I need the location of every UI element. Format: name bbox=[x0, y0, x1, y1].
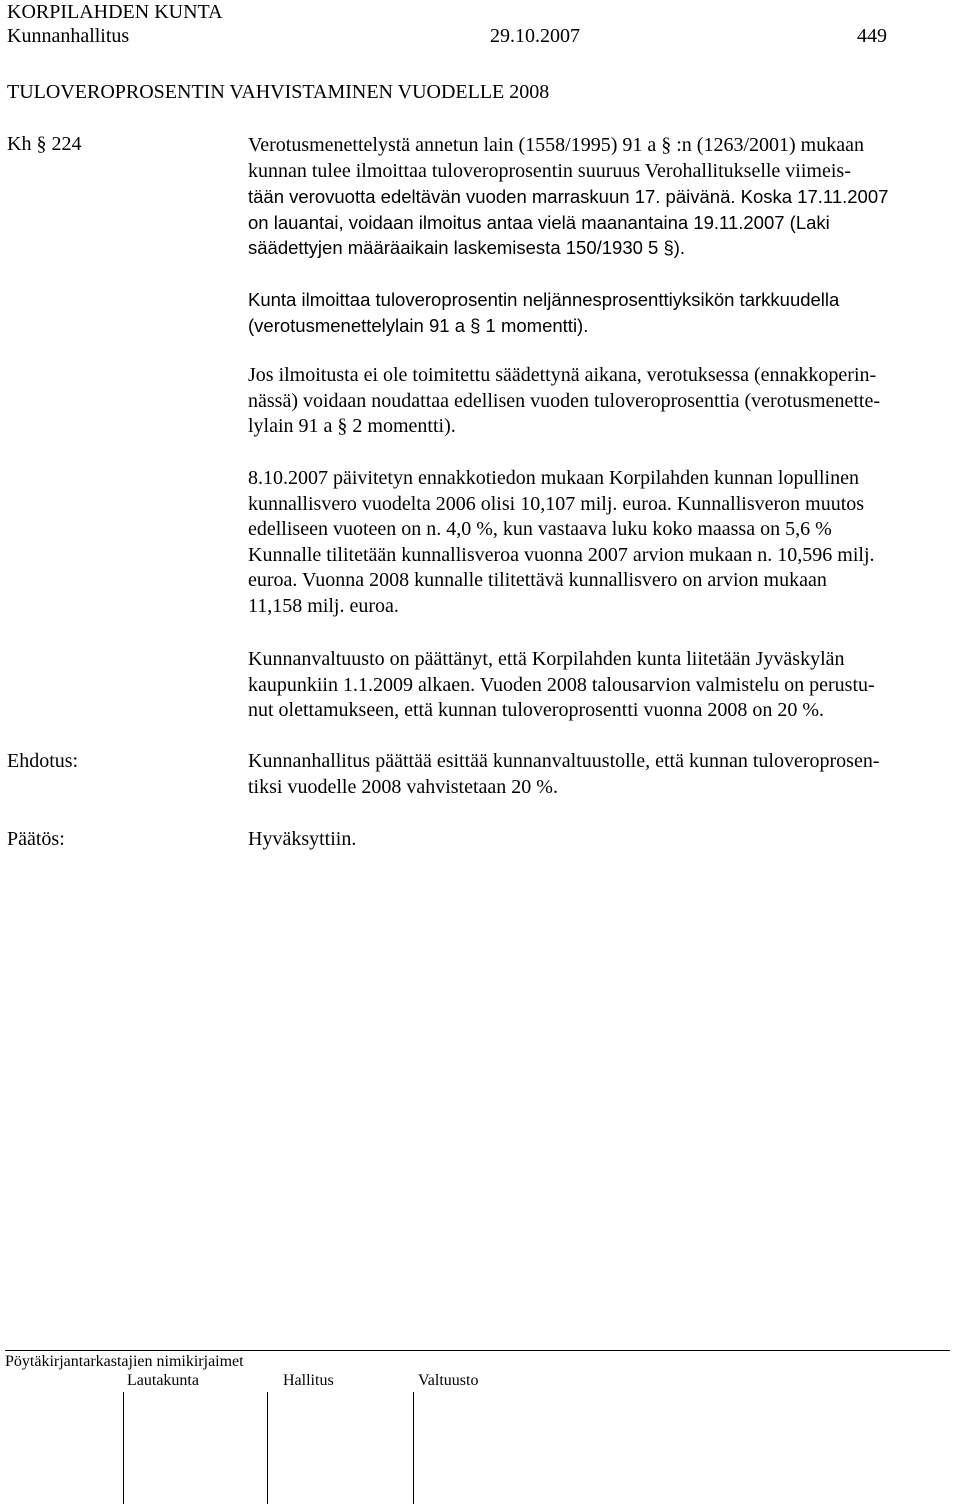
section-label: Kh § 224 bbox=[7, 133, 82, 155]
paragraph-merger bbox=[248, 647, 953, 724]
footer-column-lautakunta: Lautakunta bbox=[127, 1372, 199, 1389]
paragraph-late-notice bbox=[248, 363, 953, 440]
proposal-label: Ehdotus: bbox=[7, 750, 79, 772]
text-line: Jos ilmoitusta ei ole toimitettu säädettynä aikana, verotuksessa (ennakkoperin- bbox=[248, 364, 877, 386]
text-line: Hyväksyttiin. bbox=[248, 828, 357, 850]
initials-box-divider bbox=[267, 1392, 268, 1504]
document-title: TULOVEROPROSENTIN VAHVISTAMINEN VUODELLE 2008 bbox=[7, 81, 550, 103]
text-line: Kunnanhallitus päättää esittää kunnanvaltuustolle, että kunnan tuloveroprosen- bbox=[248, 750, 880, 772]
text-line: kaupunkiin 1.1.2009 alkaen. Vuoden 2008 talousarvion valmistelu on perustu- bbox=[248, 673, 875, 696]
text-line: Kunnanvaltuusto on päättänyt, että Korpilahden kunta liitetään Jyväskylän bbox=[248, 648, 845, 670]
initials-box-divider bbox=[123, 1392, 124, 1504]
governing-body: Kunnanhallitus bbox=[7, 25, 130, 47]
text-line: säädettyjen määräaikain laskemisesta 150/1930 5 §). bbox=[248, 237, 686, 258]
proposal-text bbox=[248, 749, 953, 800]
meeting-date: 29.10.2007 bbox=[490, 25, 580, 47]
text-line: nut olettamukseen, että kunnan tuloveroprosentti vuonna 2008 on 20 %. bbox=[248, 699, 824, 721]
header-row bbox=[7, 24, 887, 50]
footer-column-hallitus: Hallitus bbox=[283, 1372, 334, 1389]
footer-column-valtuusto: Valtuusto bbox=[418, 1372, 479, 1389]
decision-text bbox=[248, 827, 953, 853]
text-line: tiksi vuodelle 2008 vahvistetaan 20 %. bbox=[248, 775, 558, 798]
text-line: Kunta ilmoittaa tuloveroprosentin neljännesprosenttiyksikön tarkkuudella bbox=[248, 289, 840, 310]
page-number: 449 bbox=[857, 25, 887, 47]
paragraph-tax-forecast bbox=[248, 466, 953, 619]
text-line: 8.10.2007 päivitetyn ennakkotiedon mukaan Korpilahden kunnan lopullinen bbox=[248, 467, 859, 489]
text-line: (verotusmenettelylain 91 a § 1 momentti). bbox=[248, 314, 589, 336]
text-line: on lauantai, voidaan ilmoitus antaa vielä maanantaina 19.11.2007 (Laki bbox=[248, 211, 830, 233]
paragraph-precision bbox=[248, 287, 953, 338]
text-line: kunnallisvero vuodelta 2006 olisi 10,107 milj. euroa. Kunnallisveron muutos bbox=[248, 492, 865, 515]
footer-initials-label: Pöytäkirjantarkastajien nimikirjaimet bbox=[5, 1353, 244, 1370]
text-line: Verotusmenettelystä annetun lain (1558/1995) 91 a § :n (1263/2001) mukaan bbox=[248, 134, 864, 156]
footer-divider bbox=[5, 1350, 950, 1351]
text-line: lylain 91 a § 2 momentti). bbox=[248, 415, 456, 437]
text-line: tään verovuotta edeltävän vuoden marraskuun 17. päivänä. Koska 17.11.2007 bbox=[248, 186, 889, 207]
text-line: kunnan tulee ilmoittaa tuloveroprosentin suuruus Verohallitukselle viimeis- bbox=[248, 159, 851, 182]
decision-label: Päätös: bbox=[7, 828, 65, 850]
text-line: 11,158 milj. euroa. bbox=[248, 594, 399, 617]
text-line: edelliseen vuoteen on n. 4,0 %, kun vastaava luku koko maassa on 5,6 % bbox=[248, 518, 832, 540]
text-line: nässä) voidaan noudattaa edellisen vuoden tuloveroprosenttia (verotusmenette- bbox=[248, 389, 881, 412]
text-line: euroa. Vuonna 2008 kunnalle tilitettävä kunnallisvero on arvion mukaan bbox=[248, 569, 827, 591]
text-line: Kunnalle tilitetään kunnallisveroa vuonna 2007 arvion mukaan n. 10,596 milj. bbox=[248, 543, 875, 566]
organization-name: KORPILAHDEN KUNTA bbox=[7, 1, 223, 23]
initials-box-divider bbox=[413, 1392, 414, 1504]
paragraph-law bbox=[248, 133, 953, 261]
